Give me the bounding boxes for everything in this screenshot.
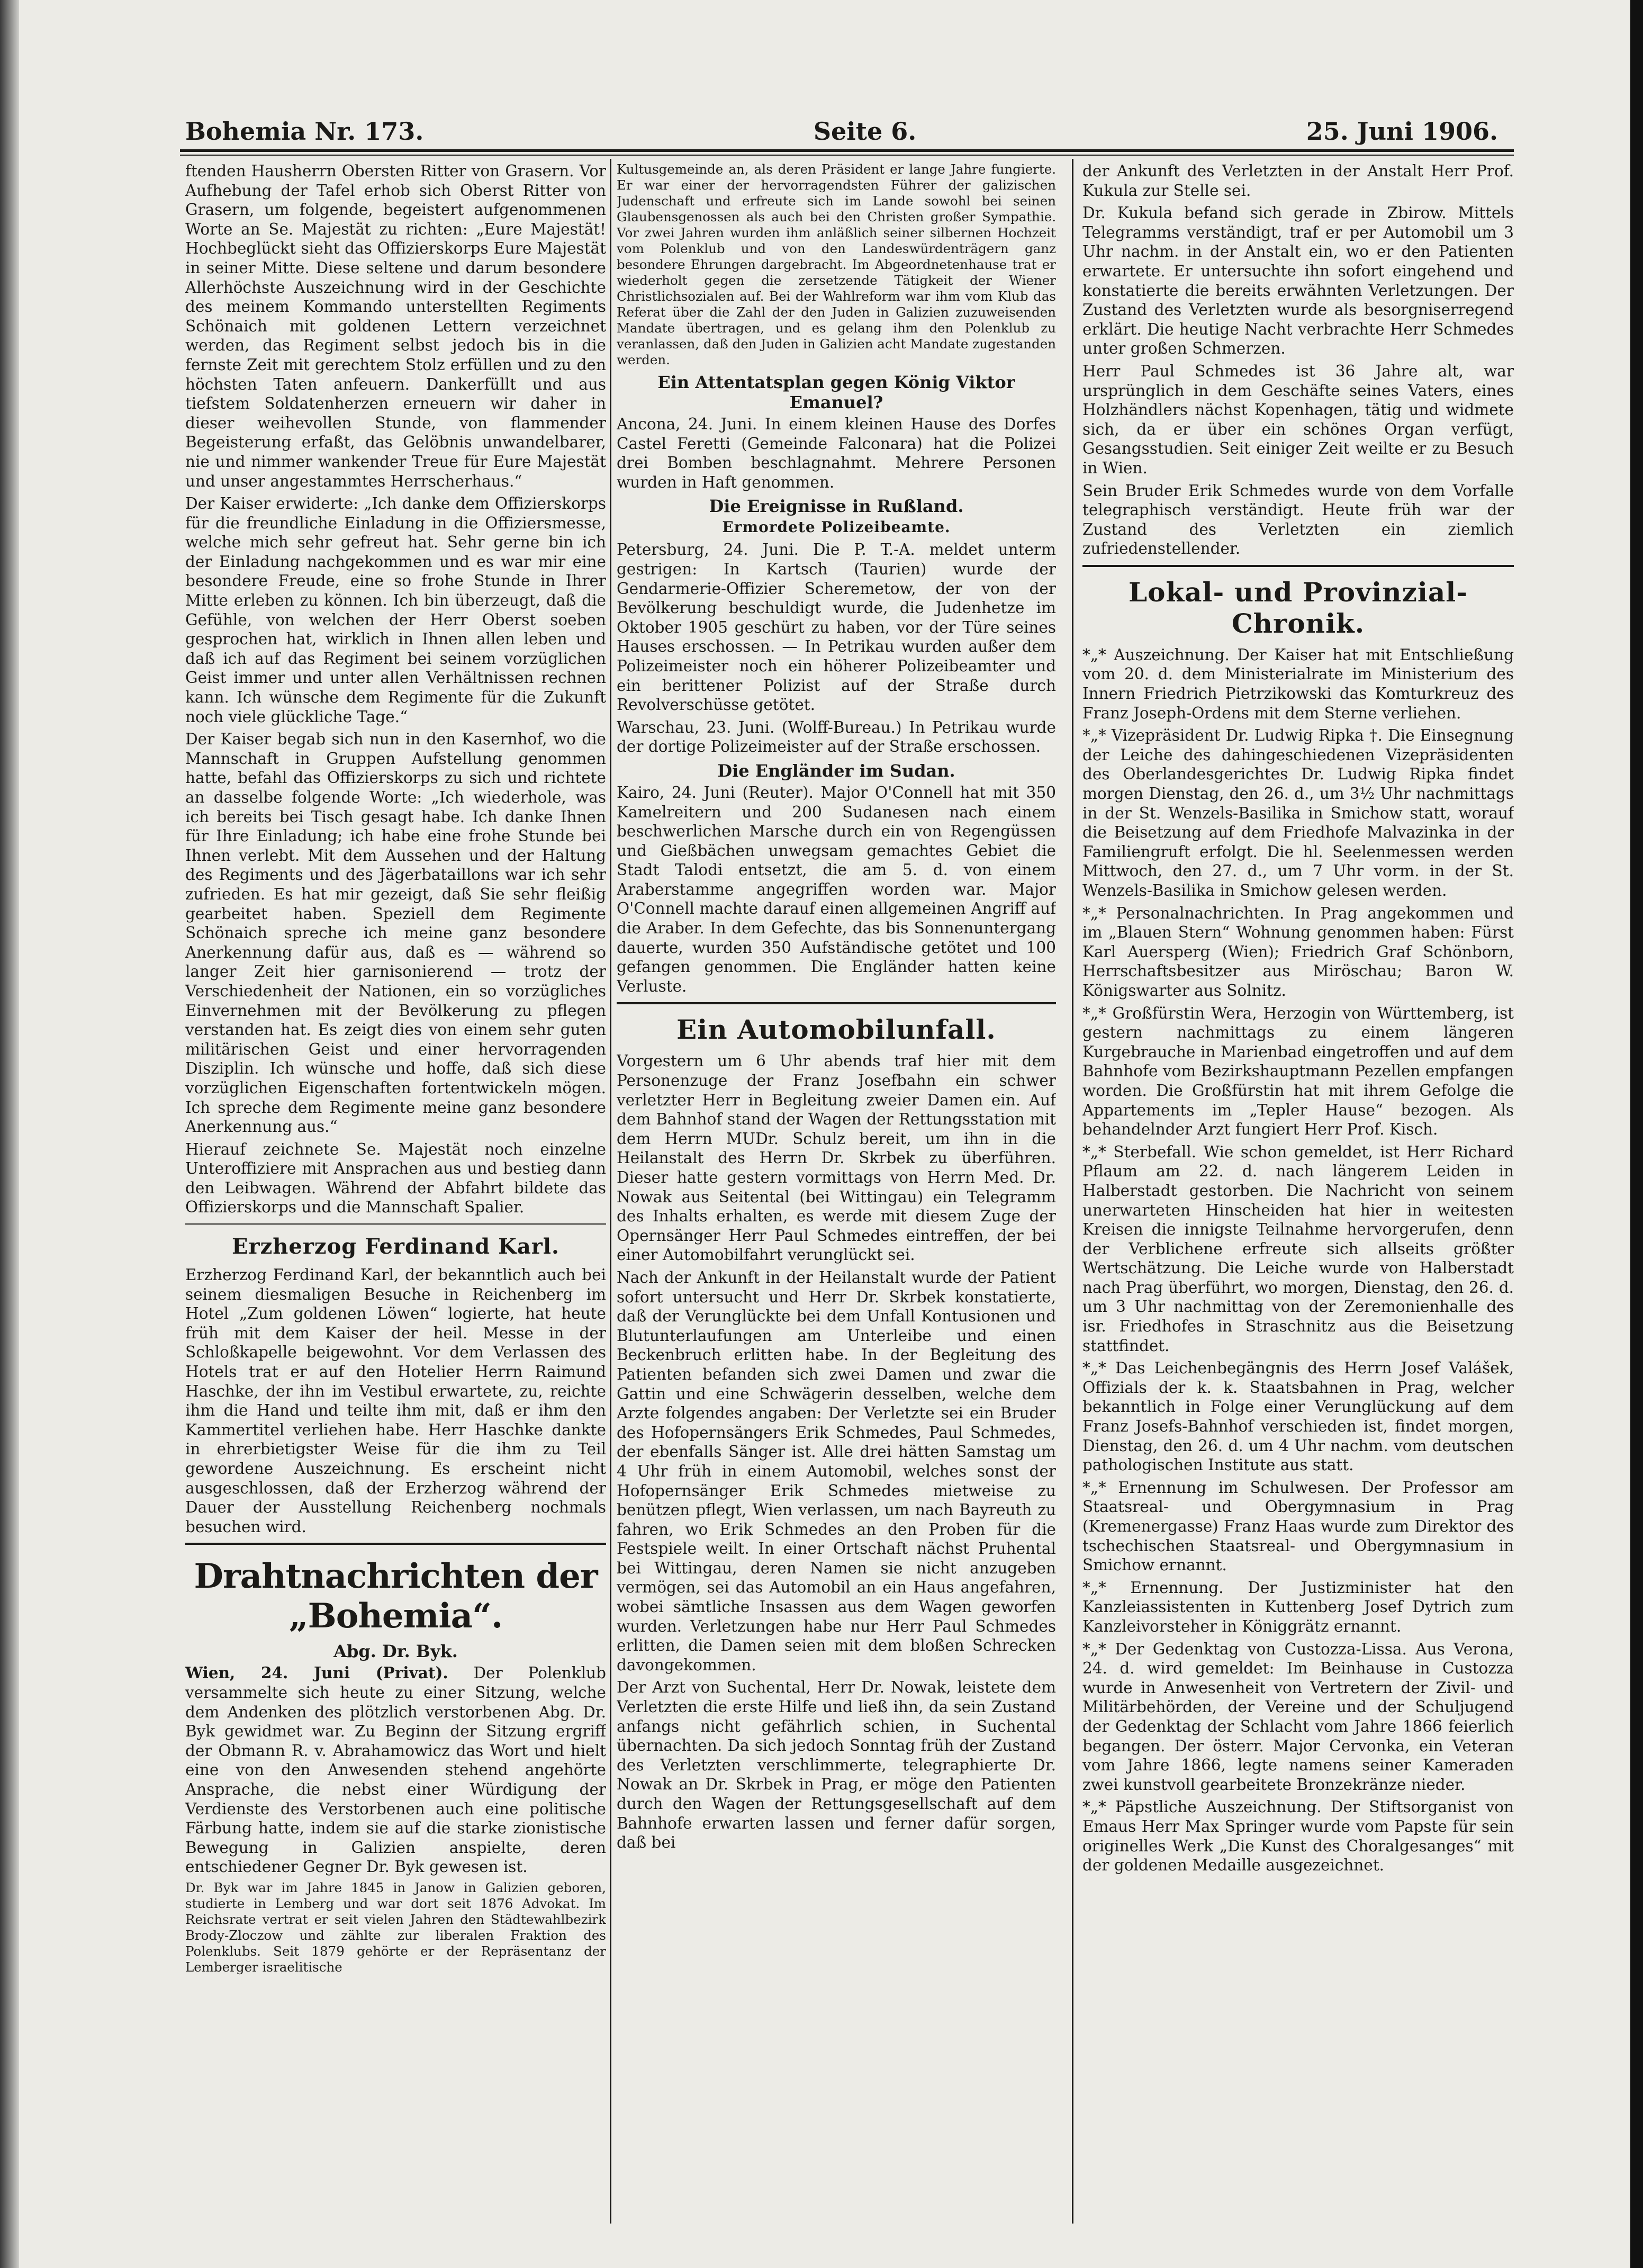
header-rule [180, 149, 1514, 152]
column-divider-2 [1072, 159, 1073, 2224]
headline-automobilunfall: Ein Automobilunfall. [676, 1014, 996, 1046]
news-item: *„* Großfürstin Wera, Herzogin von Württemberg, ist gestern nachmittags zu einem längeren Kurgebrauche in Marienbad eingetroffen und auf dem Bahnhofe vom Bezirkshauptmann Pezellen empfangen worden. Die Großfürstin hat mit ihrem Gefolge die Appartements im „Tepler Hause“ bezogen. Als behandelnder Arzt fungiert Herr Prof. Kisch. [1082, 1004, 1514, 1139]
article-paragraph: Der Arzt von Suchental, Herr Dr. Nowak, leistete dem Verletzten die erste Hilfe und ließ ihn, da sein Zustand anfangs nicht gefährlich schien, in Suchental übernachten. Da sich jedoch Sonntag früh der Zustand des Verletzten verschlimmerte, telegraphierte Dr. Nowak an Dr. Skrbek in Prag, er möge den Patienten durch den Wagen der Rettungsgesellschaft auf dem Bahnhofe erwarten lassen und ferner dafür sorgen, daß bei [617, 1678, 1056, 1852]
column-3 [1082, 161, 1514, 2152]
news-item: *„* Päpstliche Auszeichnung. Der Stiftsorganist von Emaus Herr Max Springer wurde vom Papste für sein originelles Werk „Die Kunst des Choralgesanges“ mit der goldenen Medaille ausgezeichnet. [1082, 1798, 1514, 1875]
news-item: *„* Ernennung. Der Justizminister hat den Kanzleiassistenten in Kuttenberg Josef Dytrich zum Kanzleivorsteher in Königgrätz ernannt. [1082, 1578, 1514, 1635]
article-paragraph: ftenden Hausherrn Obersten Ritter von Grasern. Vor Aufhebung der Tafel erhob sich Oberst Ritter von Grasern, um folgende, begeistert aufgenommenen Worte an Se. Majestät zu richten: „Eure Majestät! Hochbeglückt sieht das Offizierskorps Eure Majestät in seiner Mitte. Diese seltene und darum besondere Allerhöchste Auszeichnung wird in der Geschichte des meinem Kommando unterstellten Regiments Schönaich mit goldenen Lettern verzeichnet werden, das Regiment selbst jedoch bis in die fernste Zeit mit gerechtem Stolz erfüllen und zu den höchsten Taten anfeuern. Dankerfüllt und aus tiefstem Soldatenherzen erneuern wir daher in dieser weihevollen Stunde, von flammender Begeisterung erfaßt, das Gelöbnis unwandelbarer, nie und nimmer wankender Treue für Eure Majestät und unser angestammtes Herrscherhaus.“ [185, 162, 606, 490]
article-paragraph: Der Kaiser erwiderte: „Ich danke dem Offizierskorps für die freundliche Einladung in die Offiziersmesse, welche mich sehr gefreut hat. Sehr gerne bin ich der Einladung nachgekommen und es war mir eine besondere Freude, eine so frohe Stunde in Ihrer Mitte erleben zu können. Ich bin überzeugt, daß die Gefühle, von welchen der Herr Oberst soeben gesprochen hat, wirklich in Ihnen allen leben und daß ich auf das Regiment bei seinem vorzüglichen Geist immer und unter allen Verhältnissen rechnen kann. Ich wünsche dem Regimente für die Zukunft noch viele glückliche Tage.“ [185, 494, 606, 726]
article-paragraph: Petersburg, 24. Juni. Die P. T.-A. meldet unterm gestrigen: In Kartsch (Taurien) wurde der Gendarmerie-Offizier Scheremetow, der von der Bevölkerung beschuldigt wurde, die Judenhetze im Oktober 1905 geschürt zu haben, vor der Türe seines Hauses erschossen. — In Petrikau wurden außer dem Polizeimeister noch ein höherer Polizeibeamter und ein berittener Polizist auf der Straße durch Revolverschüsse getötet. [617, 541, 1056, 714]
section-rule [185, 1543, 606, 1545]
article-paragraph: Kairo, 24. Juni (Reuter). Major O'Connell hat mit 350 Kamelreitern und 200 Sudanesen nach einem beschwerlichen Marsche durch ein von Regengüssen und Gießbächen unwegsam gemachtes Gebiet die Stadt Talodi entsetzt, die am 5. d. von einem Araberstamme angegriffen worden war. Major O'Connell machte darauf einen allgemeinen Angriff auf die Araber. In dem Gefechte, das bis Sonnenuntergang dauerte, wurden 350 Aufständische getötet und 100 gefangen genommen. Die Engländer hatten keine Verluste. [617, 783, 1056, 995]
news-item: *„* Der Gedenktag von Custozza-Lissa. Aus Verona, 24. d. wird gemeldet: Im Beinhause in Custozza wurde in Anwesenheit von Vertretern der Zivil- und Militärbehörden, der Vereine und der Schuljugend der Gedenktag der Schlacht vom Jahre 1866 feierlich begangen. Der österr. Major Cervonka, ein Veteran vom Jahre 1866, legte namens seiner Kameraden zwei kunstvoll gearbeitete Bronzekränze nieder. [1082, 1640, 1514, 1794]
article-paragraph: Ancona, 24. Juni. In einem kleinen Hause des Dorfes Castel Feretti (Gemeinde Falconara) hat die Polizei drei Bomben beschlagnahmt. Mehrere Personen wurden in Haft genommen. [617, 415, 1056, 491]
article-paragraph: Der Kaiser begab sich nun in den Kasernhof, wo die Mannschaft in Gruppen Aufstellung genommen hatte, befahl das Offizierskorps zu sich und richtete an dasselbe folgende Worte: „Ich wiederhole, was ich bereits bei Tisch gesagt habe. Ich danke Ihnen für Ihre Einladung; ich habe eine frohe Stunde bei Ihnen verlebt. Mit dem Aussehen und der Haltung des Regiments und des Jägerbataillons war ich sehr zufrieden. Es hat mir gezeigt, daß Sie sehr fleißig gearbeitet haben. Speziell dem Regimente Schönaich spreche ich meine ganz besondere Anerkennung dafür aus, daß es — während so langer Zeit hier garnisonierend — trotz der Verschiedenheit der Nationen, ein so vorzügliches Einvernehmen mit der Bevölkerung zu pflegen verstanden hat. Es zeigt dies von einem sehr guten militärischen Geist und einer hervorragenden Disziplin. Ich wünsche und hoffe, daß sich diese vorzüglichen Eigenschaften fortentwickeln mögen. Ich spreche dem Regimente meine ganz besondere Anerkennung aus.“ [185, 730, 606, 1136]
headline-drahtnachrichten: Drahtnachrichten der „Bohemia“. [194, 1556, 598, 1636]
article-text: Der Polenklub versammelte sich heute zu einer Sitzung, welche dem Andenken des plötzlich verstorbenen Abg. Dr. Byk gewidmet war. Zu Beginn der Sitzung ergriff der Obmann R. v. Abrahamowicz das Wort und hielt eine von den Anwesenden stehend angehörte Ansprache, die nebst einer Würdigung der Verdienste des Verstorbenen auch eine politische Färbung hatte, indem sie auf die starke zionistische Bewegung in Galizien anspielte, deren entschiedener Gegner Dr. Byk gewesen ist. [185, 1664, 606, 1876]
headline-lokal-chronik: Lokal- und Provinzial-Chronik. [1129, 576, 1468, 639]
header-issue: Bohemia Nr. 173. [185, 117, 424, 146]
section-rule [617, 1002, 1056, 1004]
header-page-number: Seite 6. [813, 117, 917, 146]
column-2 [617, 161, 1056, 2221]
article-paragraph: Nach der Ankunft in der Heilanstalt wurde der Patient sofort untersucht und Herr Dr. Skrbek konstatierte, daß der Verunglückte bei dem Unfall Kontusionen und Blutunterlaufungen am Unterleibe und einen Beckenbruch erlitten habe. In der Begleitung des Patienten befanden sich zwei Damen und zwar die Gattin und eine Schwägerin desselben, welche dem Arzte folgendes angaben: Der Verletzte sei ein Bruder des Hofopernsängers Erik Schmedes, Paul Schmedes, der ebenfalls Sänger ist. Alle drei hätten Samstag um 4 Uhr früh in einem Automobil, welches sonst der Hofopernsänger Erik Schmedes mietweise zu benützen pflegt, Wien verlassen, um nach Bayreuth zu fahren, wo Erik Schmedes an den Proben für die Festspiele weilt. In einer Ortschaft nächst Pruhental bei Wittingau, deren Namen sie nicht anzugeben vermögen, sei das Automobil an ein Haus angefahren, wobei sämtliche Insassen aus dem Wagen geworfen wurden. Verletzungen habe nur Herr Paul Schmedes erlitten, die Damen seien mit dem bloßen Schrecken davongekommen. [617, 1268, 1056, 1674]
article-paragraph-small: Dr. Byk war im Jahre 1845 in Janow in Galizien geboren, studierte in Lemberg und war dort seit 1876 Advokat. Im Reichsrate vertrat er seit vielen Jahren den Städtewahlbezirk Brody-Zloczow und zählte zur liberalen Fraktion des Polenklubs. Seit 1879 gehörte er der Repräsentanz der Lemberger israelitische [185, 1879, 606, 1975]
subheadline-polizei: Ermordete Polizeibeamte. [722, 518, 951, 536]
news-item: *„* Ernennung im Schulwesen. Der Professor am Staatsreal- und Obergymnasium in Prag (Kremenergasse) Franz Haas wurde zum Direktor des tschechischen Staatsreal- und Obergymnasium in Smichow ernannt. [1082, 1478, 1514, 1574]
section-rule [1082, 565, 1514, 567]
headline-russland: Die Ereignisse in Rußland. [709, 496, 964, 517]
article-paragraph: Warschau, 23. Juni. (Wolff-Bureau.) In Petrikau wurde der dortige Polizeimeister auf der Straße erschossen. [617, 718, 1056, 756]
scan-border-right [1630, 0, 1643, 2268]
news-item: *„* Vizepräsident Dr. Ludwig Ripka †. Die Einsegnung der Leiche des dahingeschiedenen Vizepräsidenten des Oberlandesgerichtes Dr. Ludwig Ripka findet morgen Dienstag, den 26. d., um 3½ Uhr nachmittags in der St. Wenzels-Basilika in Smichow statt, worauf die Beisetzung auf dem Friedhofe Malvazinka in der Familiengruft erfolgt. Die hl. Seelenmessen werden Mittwoch, den 27. d., um 7 Uhr vorm. in der St. Wenzels-Basilika in Smichow gelesen werden. [1082, 726, 1514, 899]
article-paragraph: der Ankunft des Verletzten in der Anstalt Herr Prof. Kukula zur Stelle sei. [1082, 162, 1514, 200]
news-item: *„* Personalnachrichten. In Prag angekommen und im „Blauen Stern“ Wohnung genommen haben: Fürst Karl Auersperg (Wien); Friedrich Graf Schönborn, Herrschaftsbesitzer aus Miröschau; Baron W. Königswarter aus Solnitz. [1082, 904, 1514, 1000]
headline-attentat: Ein Attentatsplan gegen König Viktor Emanuel? [657, 372, 1015, 412]
page-header [185, 109, 1498, 146]
news-item: *„* Sterbefall. Wie schon gemeldet, ist Herr Richard Pflaum am 22. d. nach längerem Leiden in Halberstadt gestorben. Die Nachricht von seinem unerwarteten Hinscheiden hat hier in weitesten Kreisen die innigste Teilnahme hervorgerufen, denn der Verblichene erfreute sich allseits größter Wertschätzung. Die Leiche wurde von Halberstadt nach Prag überführt, wo morgen, Dienstag, den 26. d. um 3 Uhr nachmittag von der Zeremonienhalle des isr. Friedhofes in Straschnitz aus die Beisetzung stattfindet. [1082, 1142, 1514, 1355]
article-paragraph: Erzherzog Ferdinand Karl, der bekanntlich auch bei seinem diesmaligen Besuche in Reichenberg im Hotel „Zum goldenen Löwen“ logierte, hat heute früh mit dem Kaiser der heil. Messe in der Schloßkapelle beigewohnt. Vor dem Verlassen des Hotels trat er auf den Hotelier Herrn Raimund Haschke, der ihn im Vestibul erwartete, zu, reichte ihm die Hand und teilte ihm mit, daß er ihm den Kammertitel verliehen habe. Herr Haschke dankte in ehrerbietigster Weise für die ihm zu Teil gewordene Auszeichnung. Es erscheint nicht ausgeschlossen, daß der Erzherzog während der Dauer der Ausstellung Reichenberg nochmals besuchen wird. [185, 1266, 606, 1536]
article-paragraph-small: Kultusgemeinde an, als deren Präsident er lange Jahre fungierte. Er war einer der hervorragendsten Führer der galizischen Judenschaft und erfreute sich im Lande sowohl bei seinen Glaubensgenossen als auch bei den Christen großer Sympathie. Vor zwei Jahren wurden ihm anläßlich seiner silbernen Hochzeit vom Polenklub und von den Landeswürdenträgern ganz besondere Ehrungen dargebracht. Im Abgeordnetenhause trat er wiederholt gegen die zersetzende Tätigkeit der Wiener Christlichsozialen auf. Bei der Wahlreform war ihm vom Klub das Referat über die Zahl der den Juden in Galizien zuzuweisenden Mandate übertragen, und es gelang ihm den Polenklub zu veranlassen, daß den Juden in Galizien acht Mandate zugestanden werden. [617, 161, 1056, 367]
section-rule [185, 1223, 606, 1225]
headline-erzherzog: Erzherzog Ferdinand Karl. [232, 1234, 559, 1259]
dateline: Wien, 24. Juni (Privat). [185, 1663, 448, 1682]
page-shadow-left [0, 0, 19, 2268]
article-paragraph: Sein Bruder Erik Schmedes wurde von dem Vorfalle telegraphisch verständigt. Heute früh war der Zustand des Verletzten ein ziemlich zufriedenstellender. [1082, 481, 1514, 558]
article-paragraph: Hierauf zeichnete Se. Majestät noch einzelne Unteroffiziere mit Ansprachen aus und bestieg dann den Leibwagen. Während der Abfahrt bildete das Offizierskorps und die Mannschaft Spalier. [185, 1140, 606, 1217]
article-paragraph [185, 1663, 606, 1877]
article-paragraph: Herr Paul Schmedes ist 36 Jahre alt, war ursprünglich in dem Geschäfte seines Vaters, eines Holzhändlers nächst Kopenhagen, tätig und widmete sich, da er über ein schönes Organ verfügt, Gesangsstudien. Seit einiger Zeit weilte er zu Besuch in Wien. [1082, 362, 1514, 477]
column-1 [185, 161, 606, 2221]
header-date: 25. Juni 1906. [1306, 117, 1498, 146]
news-item: *„* Auszeichnung. Der Kaiser hat mit Entschließung vom 20. d. dem Ministerialrate im Ministerium des Innern Friedrich Pietrzikowski das Komturkreuz des Franz Joseph-Ordens mit dem Sterne verliehen. [1082, 645, 1514, 722]
column-divider-1 [610, 159, 611, 2224]
news-item: *„* Das Leichenbegängnis des Herrn Josef Valášek, Offizials der k. k. Staatsbahnen in Prag, welcher bekanntlich in Folge einer Verunglückung auf dem Franz Josefs-Bahnhof verschieden ist, findet morgen, Dienstag, den 26. d. um 4 Uhr nachm. vom deutschen pathologischen Institute aus statt. [1082, 1359, 1514, 1474]
article-paragraph: Dr. Kukula befand sich gerade in Zbirow. Mittels Telegramms verständigt, traf er per Automobil um 3 Uhr nachm. in der Anstalt ein, wo er den Patienten erwartete. Er untersuchte ihn sofort eingehend und konstatierte die bereits erwähnten Verletzungen. Der Zustand des Verletzten wurde als besorgniserregend erklärt. Die heutige Nacht verbrachte Herr Schmedes unter großen Schmerzen. [1082, 204, 1514, 358]
headline-sudan: Die Engländer im Sudan. [717, 760, 955, 781]
header-rule-thin [180, 155, 1514, 156]
subheadline-byk: Abg. Dr. Byk. [333, 1641, 458, 1662]
article-paragraph: Vorgestern um 6 Uhr abends traf hier mit dem Personenzuge der Franz Josefbahn ein schwer verletzter Herr in Begleitung zweier Damen ein. Auf dem Bahnhof stand der Wagen der Rettungsstation mit dem Herrn MUDr. Schulz bereit, um ihn in die Heilanstalt des Herrn Dr. Skrbek zu überführen. Dieser hatte gestern vormittags von Herrn Med. Dr. Nowak aus Seitental (bei Wittingau) ein Telegramm des Inhalts erhalten, es werde mit diesem Zuge der Opernsänger Herr Paul Schmedes eintreffen, der bei einer Automobilfahrt verunglückt sei. [617, 1052, 1056, 1264]
